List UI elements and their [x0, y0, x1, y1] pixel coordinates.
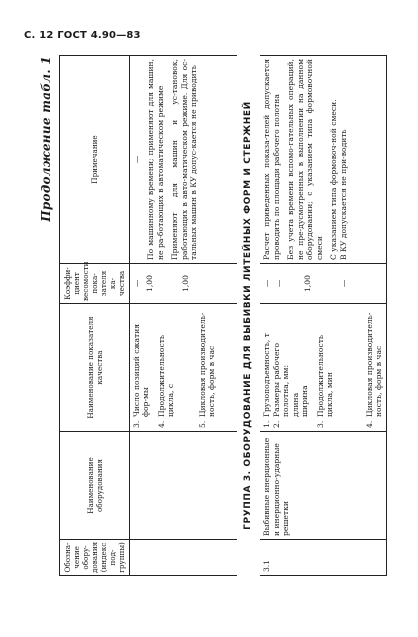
page-header: С. 12 ГОСТ 4.90—83 — [24, 30, 141, 41]
cell-indicators — [130, 304, 219, 432]
coef-value: — — [338, 279, 348, 288]
equipment-table — [59, 55, 387, 576]
indicator-text: Грузоподъемность, т — [262, 333, 272, 417]
indicator-text: Цикловая производитель-ность, форм в час — [364, 312, 384, 417]
table-header-row — [60, 56, 130, 576]
coef-value: 1,00 — [180, 275, 190, 292]
note-text: Без учета времени вспомо-гательных операций, не пре-дусмотренных в выполнении на данном оборудовании; с указанием типа формовочной смеси — [286, 59, 324, 260]
cell-notes — [260, 56, 386, 264]
coef-value: 1,00 — [303, 275, 313, 292]
indicator-item — [198, 307, 217, 428]
note-text: Расчет приведенных показа-телей допускается проводить по площади рабочего полотна — [262, 59, 281, 260]
indicator-number: 4. — [156, 420, 166, 428]
cell-coefs — [130, 264, 219, 304]
indicator-item — [365, 307, 384, 428]
indicator-subitem: ширина — [300, 385, 310, 417]
coef-value: — — [273, 279, 283, 288]
indicator-item — [262, 307, 271, 428]
note-text: — — [132, 155, 141, 164]
cell-equipment — [130, 432, 219, 540]
indicator-item — [157, 307, 176, 428]
coef-value: 1,00 — [145, 275, 155, 292]
col-header-indicator: Наименование показателя качества — [60, 304, 130, 432]
indicator-text: Продолжительность цикла, с — [156, 334, 176, 417]
note-text: В КУ допускается не при-водить — [338, 129, 348, 260]
indicator-item — [272, 307, 291, 428]
cell-indicators — [260, 304, 386, 432]
cell-notes — [130, 56, 219, 264]
group-title: ГРУППА 3. ОБОРУДОВАНИЕ ДЛЯ ВЫБИВКИ ЛИТЕЙНЫХ ФОРМ И СТЕРЖНЕЙ — [242, 101, 253, 530]
cell-coefs — [260, 264, 386, 304]
cell-equipment: Выбивные инерционные и инерционно-ударные решетки — [260, 432, 386, 540]
indicator-number: 2. — [271, 420, 281, 428]
col-header-coef: Коэффи-циент весомости пока-зателя ка-чества — [60, 264, 130, 304]
indicator-subitem: длина — [290, 392, 300, 417]
indicator-item — [316, 307, 335, 428]
indicator-number: 1. — [262, 420, 272, 428]
table-row — [130, 56, 219, 576]
indicator-text: Цикловая производитель-ность, форм в час — [197, 312, 217, 417]
note-text: Применяют для машин и ус-тановок, работающих в авто-матическом режиме. Для ос-тальных машин в КУ допус-кается не приводить — [170, 59, 199, 260]
cell-code: 3.1 — [260, 540, 386, 576]
note-text: С указанием типа формовоч-ной смеси. — [329, 99, 339, 260]
indicator-number: 4. — [364, 420, 374, 428]
rotated-table-block — [33, 56, 393, 576]
table-row — [260, 56, 386, 576]
col-header-code: Обозна-чение обору-дования (индекс под-группы) — [60, 540, 130, 576]
continuation-label: Продолжение табл. 1 — [39, 56, 53, 222]
indicator-number: 5. — [197, 420, 207, 428]
indicator-text: Число позиций сжатия фор-мы — [132, 323, 151, 417]
indicator-number: 3. — [315, 420, 325, 428]
indicator-number: 3. — [132, 420, 141, 428]
indicator-item — [132, 307, 151, 428]
group-title-row — [237, 56, 260, 576]
cell-code — [130, 540, 219, 576]
indicator-text: Продолжительность цикла, мин — [315, 334, 335, 417]
coef-value: — — [132, 279, 141, 288]
coef-value: — — [262, 279, 272, 288]
col-header-equipment: Наименование оборудования — [60, 432, 130, 540]
spacer-row — [219, 56, 237, 576]
indicator-text: Размеры рабочего полотна, мм: — [271, 342, 291, 417]
col-header-note: Примечание — [60, 56, 130, 264]
note-text: По машинному времени; применяют для машин, не ра-ботающих в автоматическом режиме — [146, 59, 165, 260]
